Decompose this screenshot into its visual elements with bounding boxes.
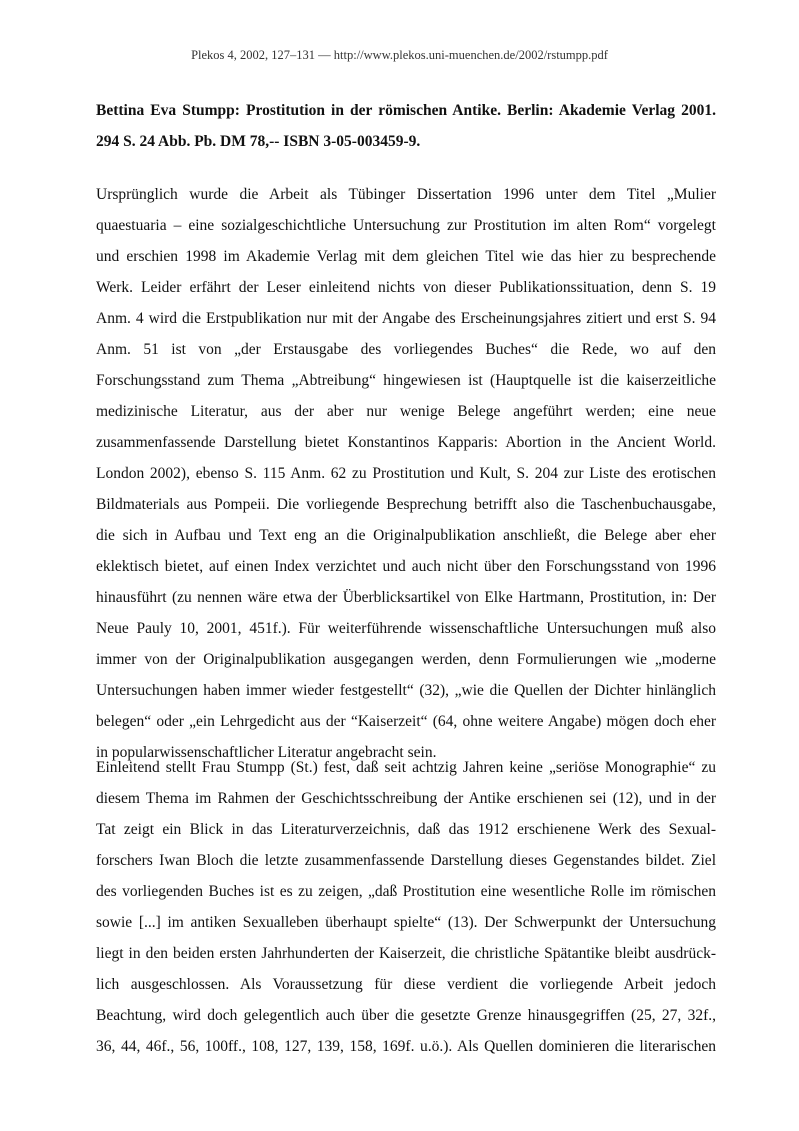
text-line: London 2002), ebenso S. 115 Anm. 62 zu Prostitution und Kult, S. 204 zur Liste des erotischen (96, 465, 716, 482)
review-title (96, 95, 716, 157)
text-line: medizinische Literatur, aus der aber nur wenige Belege angeführt werden; eine neue (96, 403, 716, 420)
title-line: Bettina Eva Stumpp: Prostitution in der römischen Antike. Berlin: Akademie Verlag 2001. (96, 102, 716, 119)
text-line: belegen“ oder „ein Lehrgedicht aus der “Kaiserzeit“ (64, ohne weitere Angabe) mögen doch eher (96, 713, 716, 730)
text-line: forschers Iwan Bloch die letzte zusammenfassende Darstellung dieses Gegenstandes bildet. Ziel (96, 852, 716, 869)
text-line: 36, 44, 46f., 56, 100ff., 108, 127, 139, 158, 169f. u.ö.). Als Quellen dominieren die literarischen (96, 1038, 716, 1055)
text-line: des vorliegenden Buches ist es zu zeigen, „daß Prostitution eine wesentliche Rolle im römischen (96, 883, 716, 900)
text-line: Anm. 4 wird die Erstpublikation nur mit der Angabe des Erscheinungsjahres zitiert und erst S. 94 (96, 310, 716, 327)
text-line: Einleitend stellt Frau Stumpp (St.) fest, daß seit achtzig Jahren keine „seriöse Monographie“ zu (96, 759, 716, 776)
text-line: Neue Pauly 10, 2001, 451f.). Für weiterführende wissenschaftliche Untersuchungen muß also (96, 620, 716, 637)
text-line: in popularwissenschaftlicher Literatur angebracht sein. (96, 744, 437, 761)
text-line: immer von der Originalpublikation ausgegangen werden, denn Formulierungen wie „moderne (96, 651, 716, 668)
paragraph-2 (96, 752, 716, 1062)
text-line: die sich in Aufbau und Text eng an die Originalpublikation anschließt, die Belege aber eher (96, 527, 716, 544)
text-line: liegt in den beiden ersten Jahrhunderten der Kaiserzeit, die christliche Spätantike bleibt ausdrück- (96, 945, 716, 962)
text-line: Werk. Leider erfährt der Leser einleitend nichts von dieser Publikationssituation, denn S. 19 (96, 279, 716, 296)
text-line: Beachtung, wird doch gelegentlich auch über die gesetzte Grenze hinausgegriffen (25, 27, 32f., (96, 1007, 716, 1024)
paragraph-1 (96, 179, 716, 768)
text-line: Forschungsstand zum Thema „Abtreibung“ hingewiesen ist (Hauptquelle ist die kaiserzeitliche (96, 372, 716, 389)
text-line: zusammenfassende Darstellung bietet Konstantinos Kapparis: Abortion in the Ancient World. (96, 434, 716, 451)
text-line: Ursprünglich wurde die Arbeit als Tübinger Dissertation 1996 unter dem Titel „Mulier (96, 186, 716, 203)
text-line: lich ausgeschlossen. Als Voraussetzung für diese verdient die vorliegende Arbeit jedoch (96, 976, 716, 993)
text-line: quaestuaria – eine sozialgeschichtliche Untersuchung zur Prostitution im alten Rom“ vorgelegt (96, 217, 716, 234)
title-line: 294 S. 24 Abb. Pb. DM 78,-- ISBN 3-05-003459-9. (96, 133, 421, 150)
text-line: Untersuchungen haben immer wieder festgestellt“ (32), „wie die Quellen der Dichter hinlänglich (96, 682, 716, 699)
text-line: eklektisch bietet, auf einen Index verzichtet und auch nicht über den Forschungsstand von 1996 (96, 558, 716, 575)
text-line: hinausführt (zu nennen wäre etwa der Überblicksartikel von Elke Hartmann, Prostitution, in: Der (96, 589, 716, 606)
running-header: Plekos 4, 2002, 127–131 — http://www.plekos.uni-muenchen.de/2002/rstumpp.pdf (191, 48, 608, 62)
text-line: sowie [...] im antiken Sexualleben überhaupt spielte“ (13). Der Schwerpunkt der Untersuchung (96, 914, 716, 931)
text-line: und erschien 1998 im Akademie Verlag mit dem gleichen Titel wie das hier zu besprechende (96, 248, 716, 265)
text-line: diesem Thema im Rahmen der Geschichtsschreibung der Antike erschienen sei (12), und in der (96, 790, 716, 807)
text-line: Anm. 51 ist von „der Erstausgabe des vorliegendes Buches“ die Rede, wo auf den (96, 341, 716, 358)
text-line: Tat zeigt ein Blick in das Literaturverzeichnis, daß das 1912 erschienene Werk des Sexual- (96, 821, 716, 838)
text-line: Bildmaterials aus Pompeii. Die vorliegende Besprechung betrifft also die Taschenbuchausgabe, (96, 496, 716, 513)
